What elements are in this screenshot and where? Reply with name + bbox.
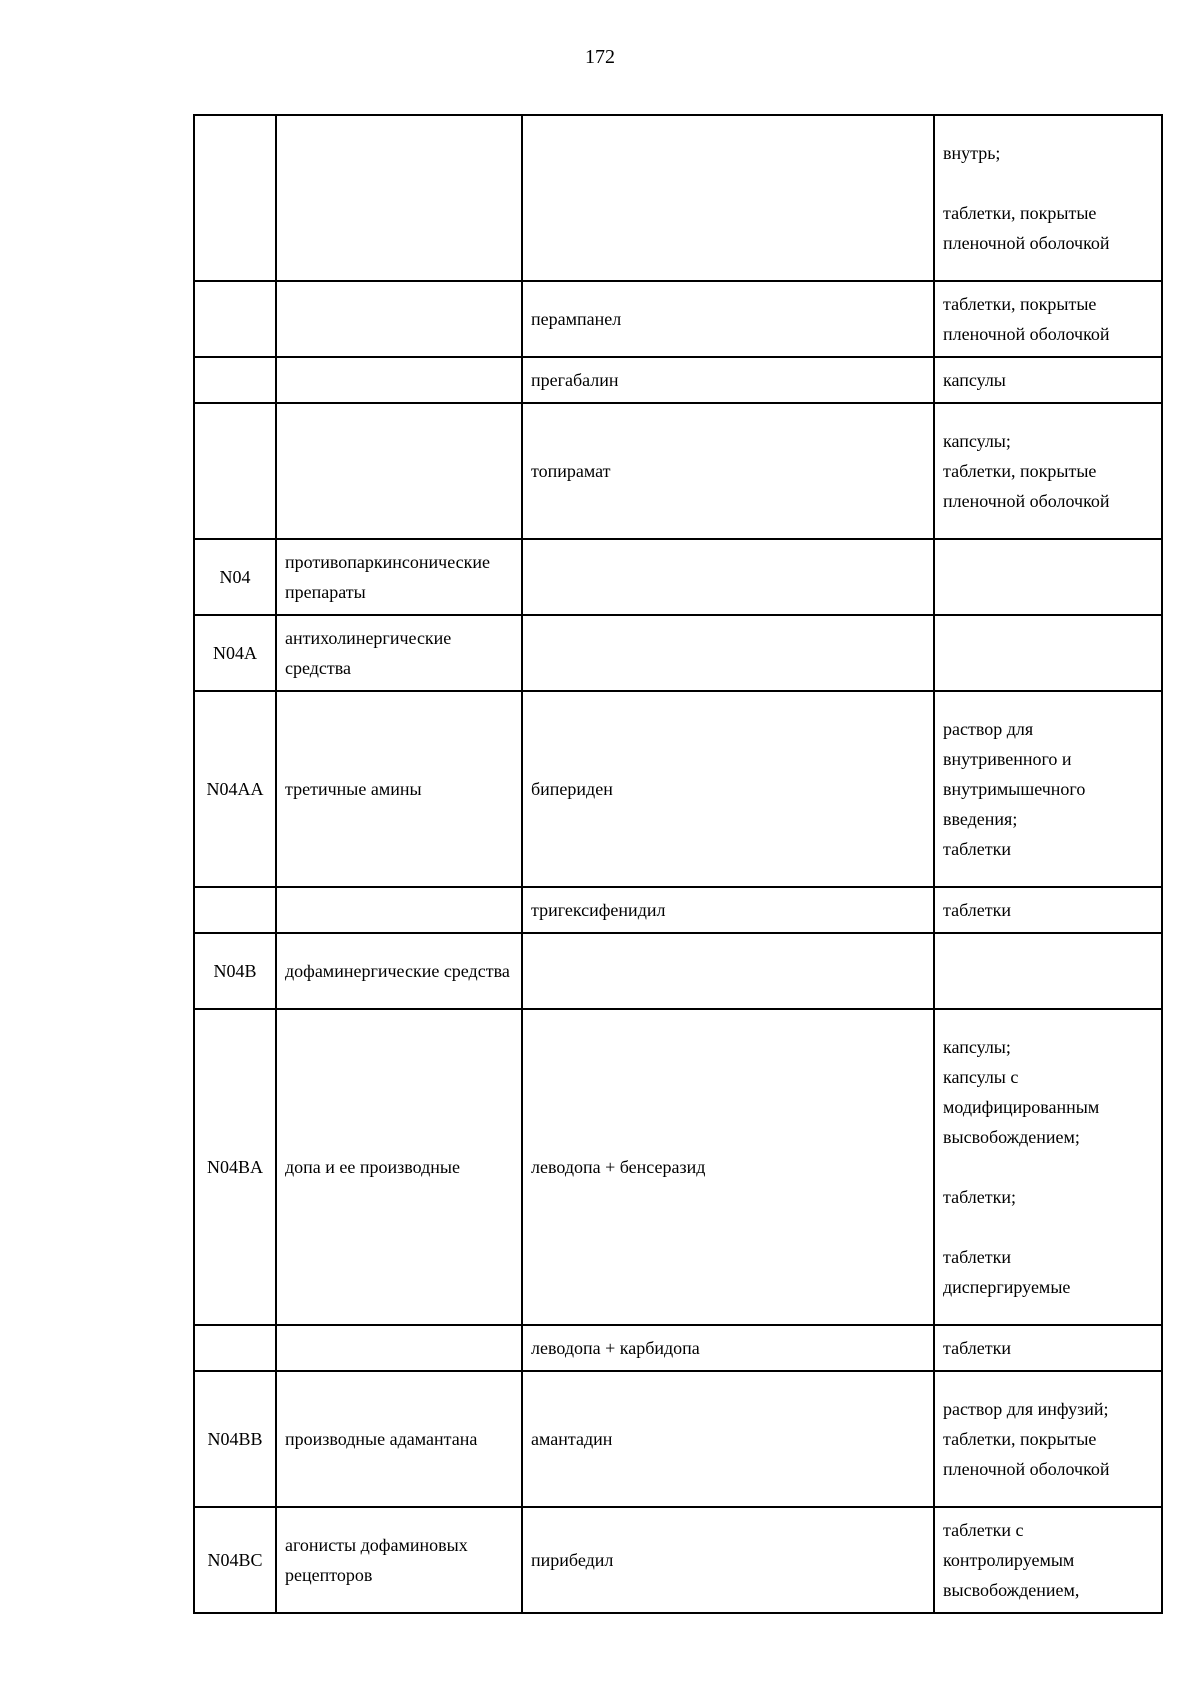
dosage-form-line: таблетки, покрытые: [943, 461, 1097, 481]
group-name-cell: [276, 887, 522, 933]
group-name-cell: производные адамантана: [276, 1371, 522, 1507]
dosage-form-cell: [934, 933, 1162, 1009]
drug-name-cell: тригексифенидил: [522, 887, 934, 933]
table-row: [194, 281, 1162, 357]
atc-code-cell: N04BA: [194, 1009, 276, 1325]
drug-name-cell: топирамат: [522, 403, 934, 539]
dosage-form-line: капсулы;: [943, 1037, 1011, 1057]
atc-code-cell: [194, 403, 276, 539]
group-name-cell: дофаминергические средства: [276, 933, 522, 1009]
table-row: [194, 615, 1162, 691]
atc-code-cell: [194, 1325, 276, 1371]
atc-code-cell: N04AA: [194, 691, 276, 887]
group-name-cell: [276, 357, 522, 403]
group-name-cell: [276, 1325, 522, 1371]
dosage-form-cell: [934, 539, 1162, 615]
dosage-form-line: внутривенного и: [943, 749, 1072, 769]
dosage-form-line: таблетки, покрытые: [943, 1429, 1097, 1449]
dosage-form-line: диспергируемые: [943, 1277, 1071, 1297]
dosage-form-cell: [934, 887, 1162, 933]
drug-name-cell: пирибедил: [522, 1507, 934, 1613]
group-name-cell: третичные амины: [276, 691, 522, 887]
dosage-form-cell: [934, 691, 1162, 887]
dosage-form-line: таблетки;: [943, 1187, 1017, 1207]
dosage-form-cell: [934, 1325, 1162, 1371]
form-spacer: [943, 1212, 1153, 1242]
table-row: [194, 1371, 1162, 1507]
group-name-cell: противопаркинсонические препараты: [276, 539, 522, 615]
dosage-form-line: пленочной оболочкой: [943, 1459, 1110, 1479]
dosage-form-cell: [934, 1507, 1162, 1613]
atc-code-cell: N04BC: [194, 1507, 276, 1613]
table-row: [194, 357, 1162, 403]
dosage-form-line: пленочной оболочкой: [943, 324, 1110, 344]
drug-name-cell: перампанел: [522, 281, 934, 357]
table-row: [194, 403, 1162, 539]
group-name-cell: агонисты дофаминовых рецепторов: [276, 1507, 522, 1613]
drug-name-cell: леводопа + карбидопа: [522, 1325, 934, 1371]
dosage-form-line: таблетки, покрытые: [943, 294, 1097, 314]
drug-name-cell: прегабалин: [522, 357, 934, 403]
atc-code-cell: [194, 887, 276, 933]
table-row: [194, 1009, 1162, 1325]
dosage-form-line: пленочной оболочкой: [943, 233, 1110, 253]
table-row: [194, 887, 1162, 933]
dosage-form-cell: [934, 357, 1162, 403]
dosage-form-cell: [934, 1009, 1162, 1325]
dosage-form-line: таблетки с: [943, 1520, 1024, 1540]
group-name-cell: антихолинергические средства: [276, 615, 522, 691]
dosage-form-line: внутримышечного: [943, 779, 1086, 799]
dosage-form-line: пленочной оболочкой: [943, 491, 1110, 511]
dosage-form-line: высвобождением,: [943, 1580, 1080, 1600]
atc-code-cell: [194, 357, 276, 403]
group-name-cell: [276, 281, 522, 357]
drug-name-cell: бипериден: [522, 691, 934, 887]
dosage-form-cell: [934, 1371, 1162, 1507]
atc-code-cell: N04A: [194, 615, 276, 691]
dosage-form-line: таблетки, покрытые: [943, 203, 1097, 223]
form-spacer: [943, 1152, 1153, 1182]
table-row: [194, 1507, 1162, 1613]
group-name-cell: [276, 403, 522, 539]
form-spacer: [943, 168, 1153, 198]
atc-code-cell: N04: [194, 539, 276, 615]
dosage-form-cell: [934, 615, 1162, 691]
atc-code-cell: [194, 281, 276, 357]
page-number: 172: [585, 46, 615, 68]
dosage-form-line: раствор для инфузий;: [943, 1399, 1109, 1419]
table-row: [194, 933, 1162, 1009]
dosage-form-line: высвобождением;: [943, 1127, 1080, 1147]
drug-name-cell: [522, 115, 934, 281]
drug-name-cell: [522, 933, 934, 1009]
drug-name-cell: [522, 539, 934, 615]
dosage-form-line: таблетки: [943, 1247, 1012, 1267]
dosage-form-line: контролируемым: [943, 1550, 1075, 1570]
dosage-form-line: раствор для: [943, 719, 1034, 739]
dosage-form-line: модифицированным: [943, 1097, 1100, 1117]
table-row: [194, 691, 1162, 887]
dosage-form-line: таблетки: [943, 839, 1012, 859]
dosage-form-cell: [934, 115, 1162, 281]
drug-name-cell: леводопа + бенсеразид: [522, 1009, 934, 1325]
dosage-form-cell: [934, 281, 1162, 357]
dosage-form-line: капсулы с: [943, 1067, 1019, 1087]
drug-name-cell: амантадин: [522, 1371, 934, 1507]
dosage-form-line: таблетки: [943, 1338, 1012, 1358]
table-row: [194, 115, 1162, 281]
atc-code-cell: [194, 115, 276, 281]
dosage-form-line: таблетки: [943, 900, 1012, 920]
dosage-form-line: капсулы;: [943, 431, 1011, 451]
group-name-cell: [276, 115, 522, 281]
group-name-cell: допа и ее производные: [276, 1009, 522, 1325]
drug-table: [193, 114, 1163, 1614]
dosage-form-line: капсулы: [943, 370, 1006, 390]
table-row: [194, 539, 1162, 615]
dosage-form-cell: [934, 403, 1162, 539]
atc-code-cell: N04BB: [194, 1371, 276, 1507]
drug-name-cell: [522, 615, 934, 691]
table-row: [194, 1325, 1162, 1371]
dosage-form-line: введения;: [943, 809, 1018, 829]
atc-code-cell: N04B: [194, 933, 276, 1009]
dosage-form-line: внутрь;: [943, 143, 1001, 163]
